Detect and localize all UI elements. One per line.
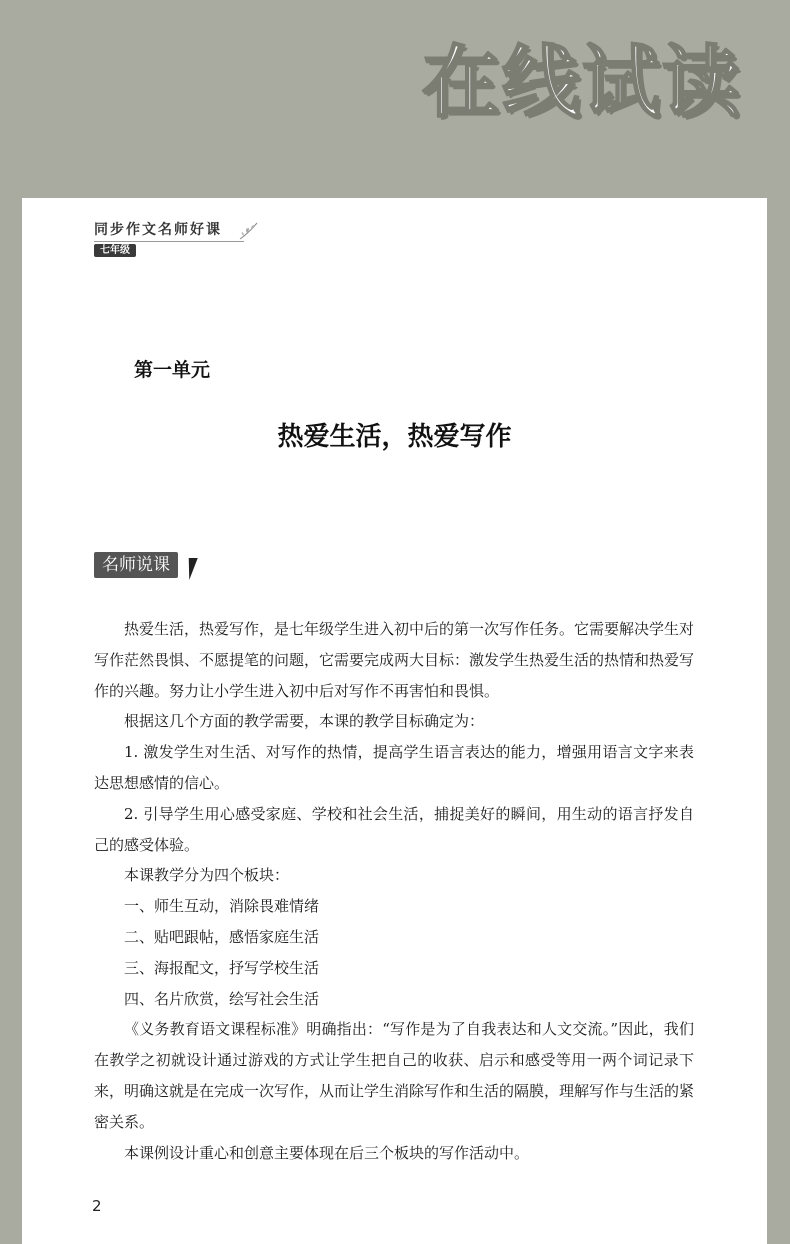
- paragraph: 根据这几个方面的教学需要，本课的教学目标确定为：: [124, 712, 485, 731]
- grade-badge: 七年级: [94, 244, 136, 257]
- body-text: [94, 614, 694, 1168]
- page-number: 2: [92, 1197, 102, 1215]
- paragraph: 本课教学分为四个板块：: [124, 866, 290, 885]
- book-page: [22, 198, 767, 1244]
- unit-label: 第一单元: [134, 359, 211, 381]
- paragraph: 2. 引导学生用心感受家庭、学校和社会生活，捕捉美好的瞬间，用生动的语言抒发自己的感受体验。: [94, 804, 694, 854]
- paragraph: 四、名片欣赏，绘写社会生活: [124, 989, 320, 1008]
- paragraph: 本课例设计重心和创意主要体现在后三个板块的写作活动中。: [124, 1143, 530, 1162]
- banner-title: 在线试读: [421, 38, 742, 128]
- paragraph: 一、师生互动，消除畏难情绪: [124, 897, 320, 916]
- series-title: 同步作文名师好课: [94, 222, 222, 238]
- paragraph: 热爱生活，热爱写作，是七年级学生进入初中后的第一次写作任务。它需要解决学生对写作茫然畏惧、不愿提笔的问题，它需要完成两大目标：激发学生热爱生活的热情和热爱写作的兴趣。努力让小学生进入初中后对写作不再害怕和畏惧。: [94, 620, 695, 700]
- paragraph: 三、海报配文，抒写学校生活: [124, 958, 320, 977]
- lesson-title: 热爱生活，热爱写作: [277, 422, 512, 452]
- leaf-sprig-icon: [238, 220, 260, 242]
- series-header: [94, 220, 260, 260]
- paragraph: 1. 激发学生对生活、对写作的热情，提高学生语言表达的能力，增强用语言文字来表达思想感情的信心。: [94, 743, 694, 792]
- section-tag-accent: [183, 558, 197, 580]
- paragraph: 《义务教育语文课程标准》明确指出：“写作是为了自我表达和人文交流。”因此，我们在教学之初就设计通过游戏的方式让学生把自己的收获、启示和感受等用一两个词记录下来，明确这就是在完成一次写作，从而让学生消除写作和生活的隔膜，理解写作与生活的紧密关系。: [94, 1020, 695, 1131]
- paragraph: 二、贴吧跟帖，感悟家庭生活: [124, 927, 320, 946]
- header-divider: [94, 241, 244, 242]
- section-tag: 名师说课: [94, 552, 178, 578]
